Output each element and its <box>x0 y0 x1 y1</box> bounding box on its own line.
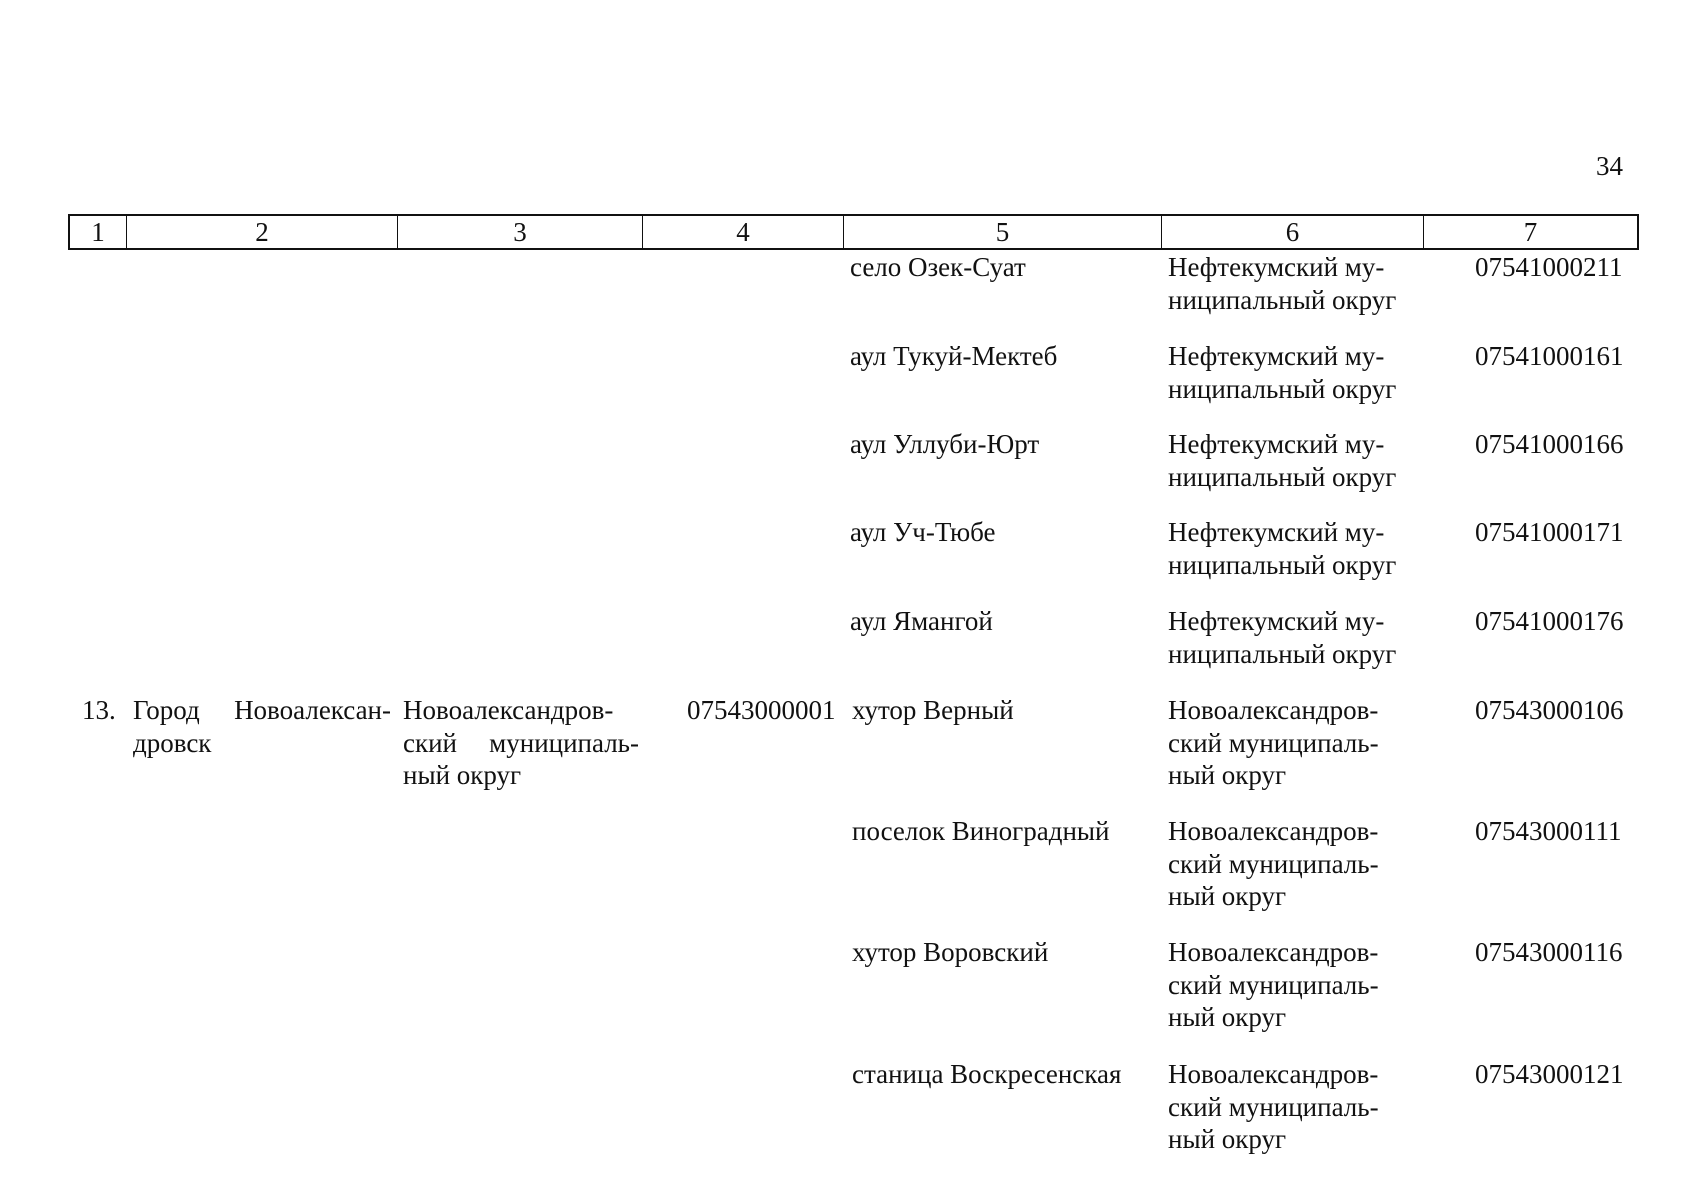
district-line: ный округ <box>1168 881 1287 911</box>
municipality-name-line <box>133 694 391 727</box>
district-line: ский муниципаль- <box>1168 1091 1379 1122</box>
district-line: Нефтекумский му- <box>1168 606 1385 636</box>
district-line: Новоалександров- <box>1168 816 1379 846</box>
settlement-name: хутор Верный <box>852 695 1014 725</box>
settlement-code: 07541000166 <box>1475 429 1624 459</box>
settlement-district <box>1168 815 1379 913</box>
district-line: Нефтекумский му- <box>1168 252 1385 282</box>
district-line: ный округ <box>403 760 522 790</box>
column-header-2: 2 <box>127 216 398 248</box>
district-line: Нефтекумский му- <box>1168 517 1385 547</box>
district-line: ный округ <box>1168 1124 1287 1154</box>
column-header-7: 7 <box>1523 217 1538 247</box>
district-line: ский муниципаль- <box>1168 848 1379 879</box>
municipality-code: 07543000001 <box>687 695 836 725</box>
column-header-3: 3 <box>398 216 643 248</box>
settlement-name: аул Уллуби-Юрт <box>850 429 1040 459</box>
column-header-6: 6 <box>1162 216 1424 248</box>
settlement-code: 07541000171 <box>1475 517 1624 547</box>
column-header-5: 5 <box>844 216 1162 248</box>
settlement-code: 07543000106 <box>1475 695 1624 725</box>
municipality-name <box>133 694 391 759</box>
column-header-4: 4 <box>643 216 844 248</box>
settlement-district <box>1168 340 1396 405</box>
settlement-code: 07541000211 <box>1475 252 1623 282</box>
settlement-district <box>1168 251 1396 316</box>
district-line: ный округ <box>1168 760 1287 790</box>
municipality-district <box>403 694 639 792</box>
settlement-code: 07543000121 <box>1475 1059 1624 1089</box>
settlement-district <box>1168 1058 1379 1156</box>
word: Город <box>133 695 200 725</box>
settlement-code: 07543000111 <box>1475 816 1622 846</box>
page-number: 34 <box>1596 151 1623 181</box>
column-header-row <box>68 214 1639 250</box>
district-line: Новоалександров- <box>1168 937 1379 967</box>
district-line: ский муниципаль- <box>1168 969 1379 1000</box>
settlement-district <box>1168 605 1396 670</box>
district-line: ский муниципаль- <box>1168 727 1379 758</box>
settlement-district <box>1168 516 1396 581</box>
settlement-name: станица Воскресенская <box>852 1059 1122 1089</box>
settlement-code: 07541000176 <box>1475 606 1624 636</box>
settlement-code: 07543000116 <box>1475 937 1623 967</box>
district-line: ниципальный округ <box>1168 549 1397 580</box>
settlement-district <box>1168 428 1396 493</box>
settlement-district <box>1168 936 1379 1034</box>
district-line: ниципальный округ <box>1168 638 1397 669</box>
settlement-name: хутор Воровский <box>852 937 1049 967</box>
district-line: Нефтекумский му- <box>1168 341 1385 371</box>
settlement-code: 07541000161 <box>1475 341 1624 371</box>
entry-number: 13. <box>82 695 116 725</box>
district-line: Новоалександров- <box>403 695 614 725</box>
word: муниципаль- <box>489 727 639 758</box>
settlement-name: аул Уч-Тюбе <box>850 517 996 547</box>
word: Новоалексан- <box>234 695 391 725</box>
municipality-name-line: дровск <box>133 727 212 758</box>
district-line: Новоалександров- <box>1168 695 1379 725</box>
word: ский <box>403 727 457 758</box>
district-line <box>403 727 639 760</box>
district-line: ный округ <box>1168 1002 1287 1032</box>
settlement-name: аул Ямангой <box>850 606 993 636</box>
settlement-name: село Озек-Суат <box>850 252 1026 282</box>
settlement-name: аул Тукуй-Мектеб <box>850 341 1058 371</box>
district-line: ниципальный округ <box>1168 461 1397 492</box>
district-line: ниципальный округ <box>1168 284 1397 315</box>
settlement-name: поселок Виноградный <box>852 816 1110 846</box>
district-line: Нефтекумский му- <box>1168 429 1385 459</box>
district-line: Новоалександров- <box>1168 1059 1379 1089</box>
column-header-1: 1 <box>70 216 127 248</box>
district-line: ниципальный округ <box>1168 373 1397 404</box>
settlement-district <box>1168 694 1379 792</box>
